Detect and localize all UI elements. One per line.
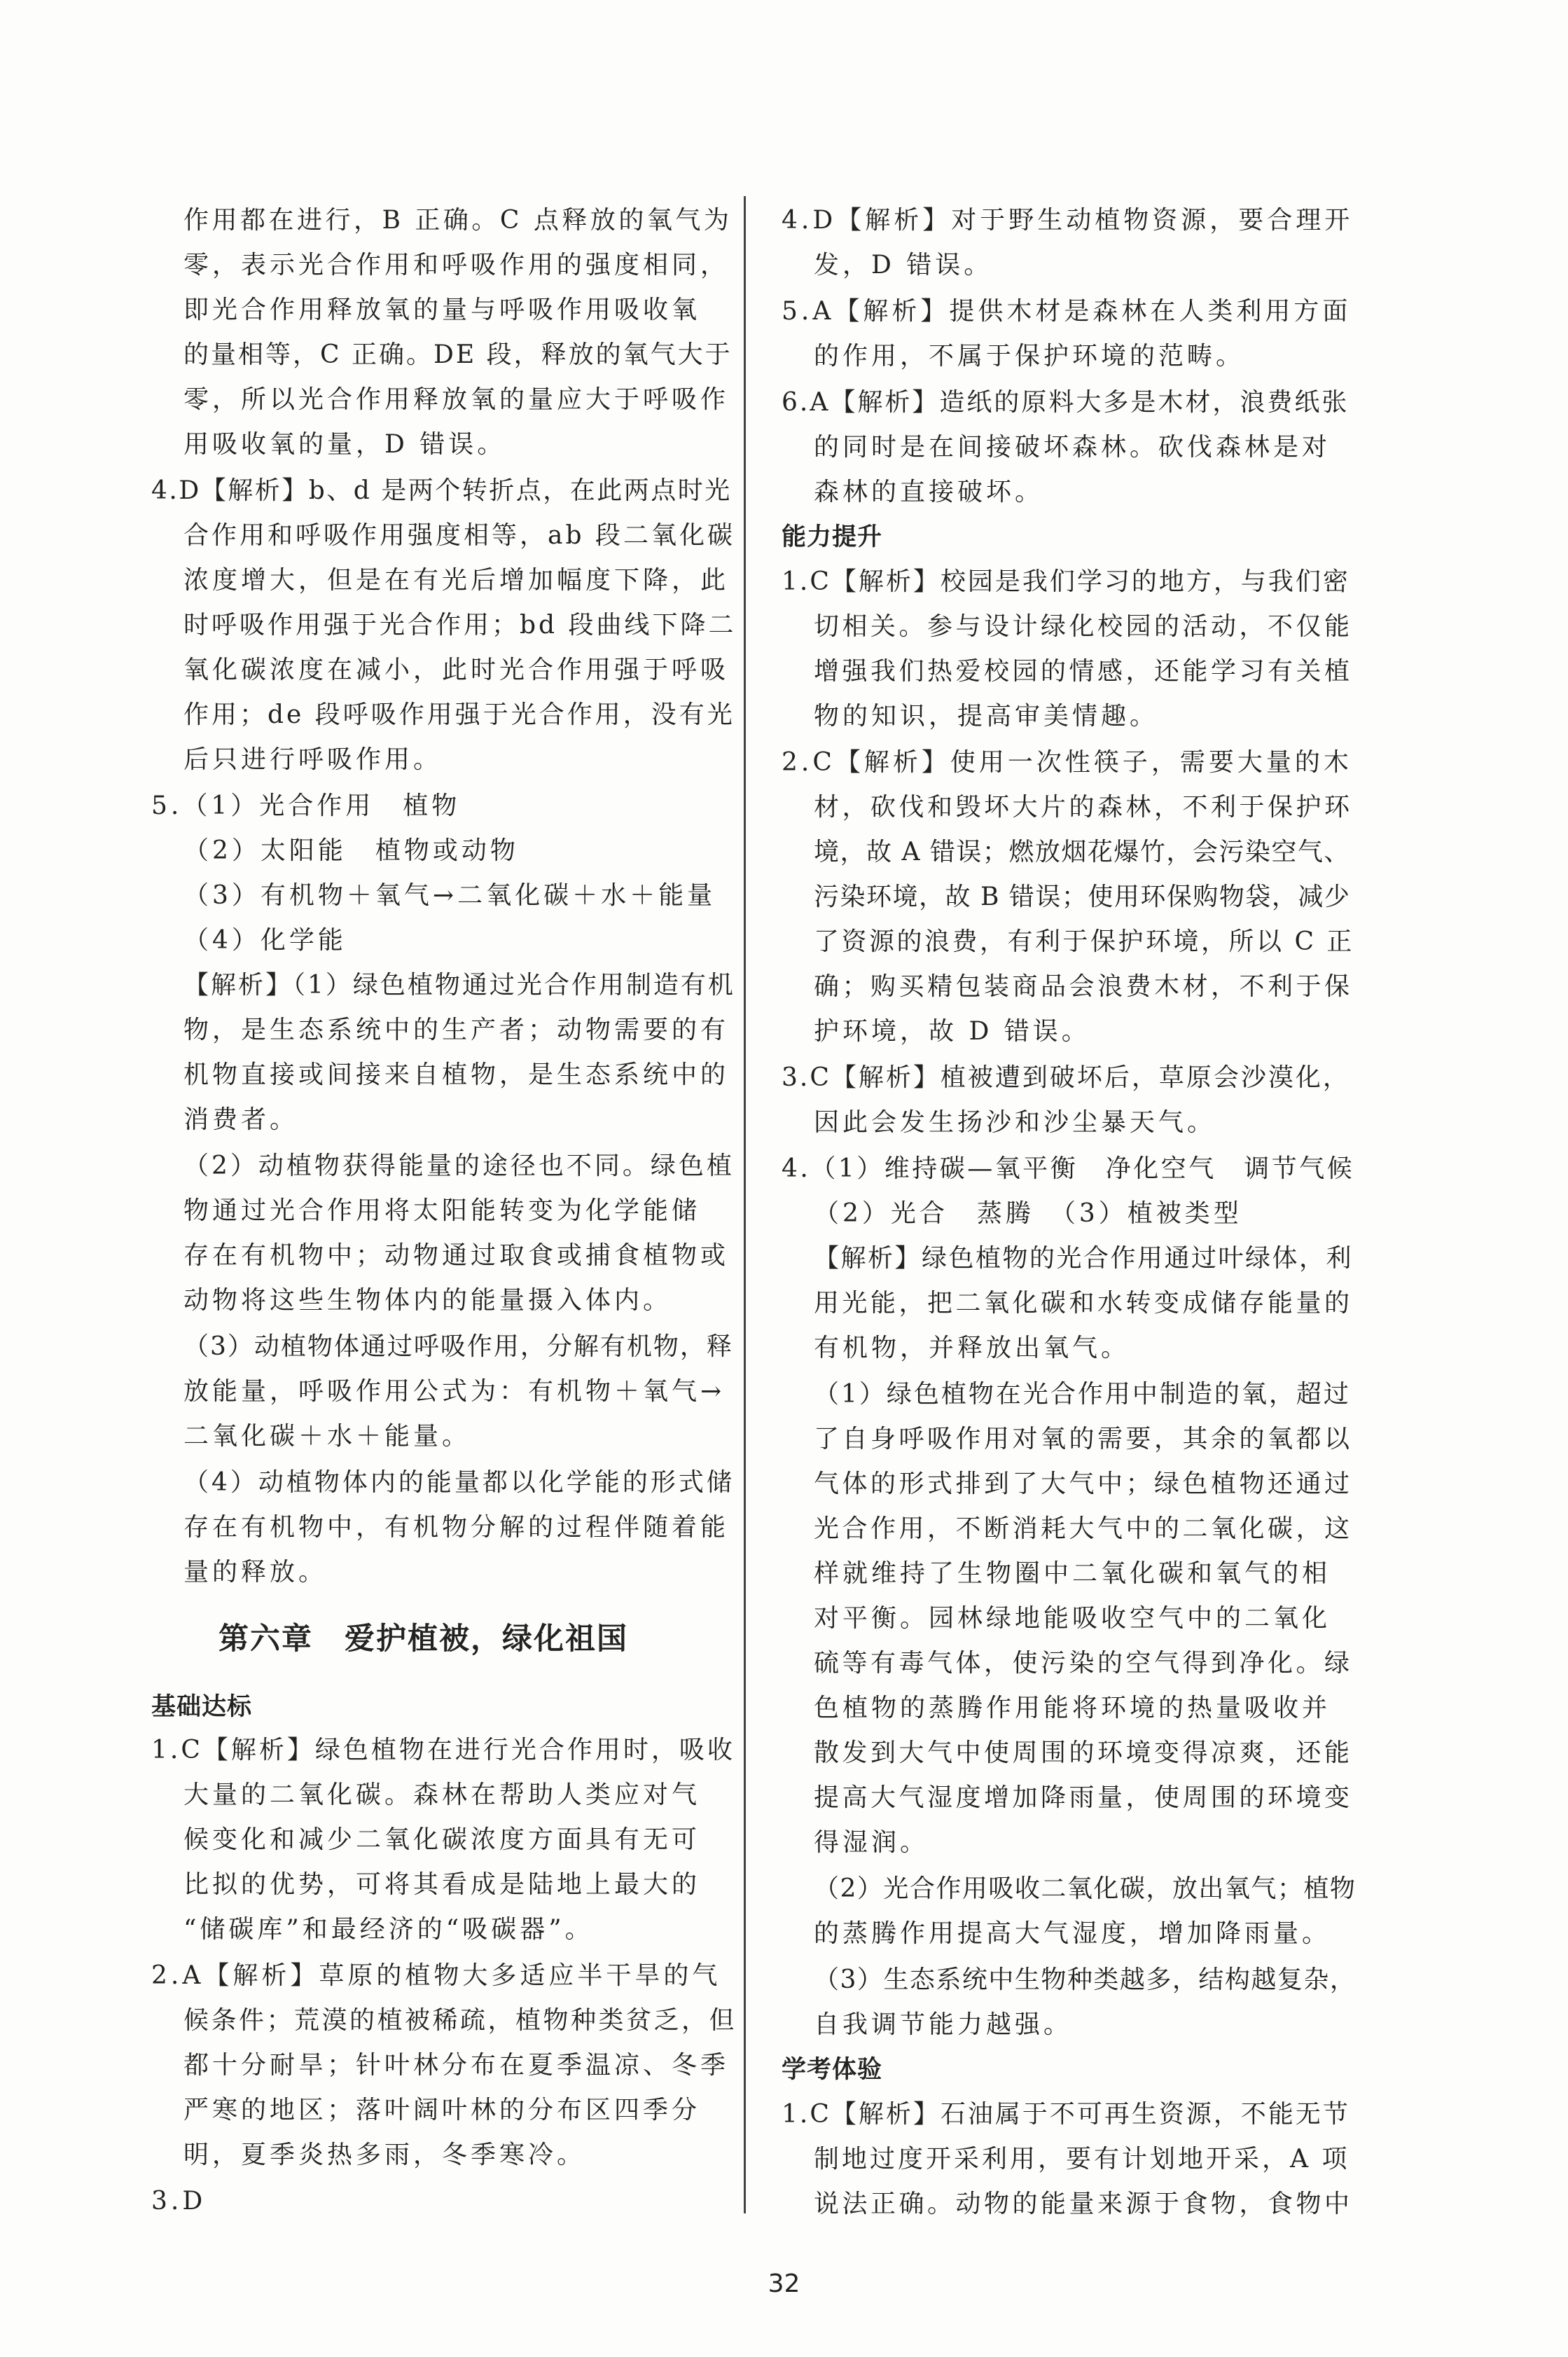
text-line: （4）化学能 <box>183 926 347 955</box>
text-line: 境，故 A 错误；燃放烟花爆竹，会污染空气、 <box>814 838 1350 866</box>
text-line: 有机物，并释放出氧气。 <box>814 1334 1130 1362</box>
text-line: 样就维持了生物圈中二氧化碳和氧气的相 <box>814 1559 1331 1588</box>
text-line: 增强我们热爱校园的情感，还能学习有关植 <box>814 657 1353 686</box>
text-line: 气体的形式排到了大气中；绿色植物还通过 <box>814 1470 1353 1498</box>
text-line: 2.C【解析】使用一次性筷子，需要大量的木 <box>782 748 1352 777</box>
text-line: 1.C【解析】石油属于不可再生资源，不能无节 <box>782 2100 1350 2129</box>
text-line: 的蒸腾作用提高大气湿度，增加降雨量。 <box>814 1919 1331 1948</box>
text-line: 散发到大气中使周围的环境变得凉爽，还能 <box>814 1739 1353 1767</box>
section-heading: 学考体验 <box>782 2056 883 2084</box>
text-line: 1.C【解析】校园是我们学习的地方，与我们密 <box>782 567 1350 596</box>
chapter-title: 第六章 爱护植被，绿化祖国 <box>218 1622 628 1657</box>
text-line: 5.（1）光合作用 植物 <box>151 792 461 820</box>
text-line: 物，是生态系统中的生产者；动物需要的有 <box>183 1016 730 1044</box>
page-number: 32 <box>768 2269 800 2298</box>
text-line: 说法正确。动物的能量来源于食物，食物中 <box>814 2190 1353 2218</box>
text-line: 提高大气湿度增加降雨量，使周围的环境变 <box>814 1783 1353 1812</box>
text-line: 的量相等，C 正确。DE 段，释放的氧气大于 <box>183 340 733 369</box>
text-line: 存在有机物中，有机物分解的过程伴随着能 <box>183 1513 730 1542</box>
text-line: 3.C【解析】植被遭到破坏后，草原会沙漠化， <box>782 1063 1350 1092</box>
text-line: 得湿润。 <box>814 1828 929 1857</box>
section-heading: 基础达标 <box>151 1693 253 1721</box>
text-line: 零，所以光合作用释放氧的量应大于呼吸作 <box>183 385 730 414</box>
text-line: 3.D <box>151 2187 207 2216</box>
text-line: 浓度增大，但是在有光后增加幅度下降，此 <box>183 566 730 595</box>
text-line: 时呼吸作用强于光合作用；bd 段曲线下降二 <box>183 611 737 640</box>
text-line: 【解析】（1）绿色植物通过光合作用制造有机 <box>183 971 735 1000</box>
text-line: 确；购买精包装商品会浪费木材，不利于保 <box>814 972 1353 1001</box>
text-line: 作用；de 段呼吸作用强于光合作用，没有光 <box>183 700 735 729</box>
text-line: （3）生态系统中生物种类越多，结构越复杂， <box>814 1965 1357 1994</box>
section-heading: 能力提升 <box>782 523 883 551</box>
text-line: 4.D【解析】b、d 是两个转折点，在此两点时光 <box>151 476 732 505</box>
text-line: 用吸收氧的量，D 错误。 <box>183 430 506 459</box>
text-line: 色植物的蒸腾作用能将环境的热量吸收并 <box>814 1694 1331 1722</box>
text-line: 大量的二氧化碳。森林在帮助人类应对气 <box>183 1781 701 1809</box>
text-line: 物的知识，提高审美情趣。 <box>814 702 1159 731</box>
text-line: 的作用，不属于保护环境的范畴。 <box>814 342 1245 371</box>
text-line: 放能量，呼吸作用公式为：有机物＋氧气→ <box>183 1377 726 1406</box>
text-line: 后只进行呼吸作用。 <box>183 745 443 774</box>
text-line: 污染环境，故 B 错误；使用环保购物袋，减少 <box>814 883 1351 911</box>
text-line: （3）动植物体通过呼吸作用，分解有机物，释 <box>183 1332 733 1361</box>
text-line: 光合作用，不断消耗大气中的二氧化碳，这 <box>814 1514 1353 1543</box>
text-line: 对平衡。园林绿地能吸收空气中的二氧化 <box>814 1604 1331 1633</box>
text-line: （4）动植物体内的能量都以化学能的形式储 <box>183 1468 735 1497</box>
text-line: （2）动植物获得能量的途径也不同。绿色植 <box>183 1152 735 1180</box>
text-line: 了自身呼吸作用对氧的需要，其余的氧都以 <box>814 1425 1353 1453</box>
text-line: 森林的直接破坏。 <box>814 478 1044 506</box>
text-line: 【解析】绿色植物的光合作用通过叶绿体，利 <box>814 1244 1354 1273</box>
text-line: 候变化和减少二氧化碳浓度方面具有无可 <box>183 1825 701 1854</box>
text-line: 即光合作用释放氧的量与呼吸作用吸收氧 <box>183 296 701 324</box>
text-line: 物通过光合作用将太阳能转变为化学能储 <box>183 1196 701 1225</box>
text-line: 明，夏季炎热多雨，冬季寒冷。 <box>183 2141 586 2169</box>
text-line: 6.A【解析】造纸的原料大多是木材，浪费纸张 <box>782 388 1350 417</box>
text-line: 用光能，把二氧化碳和水转变成储存能量的 <box>814 1289 1353 1318</box>
text-line: （2）太阳能 植物或动物 <box>183 836 519 865</box>
text-line: （1）绿色植物在光合作用中制造的氧，超过 <box>814 1380 1351 1409</box>
text-line: 制地过度开采利用，要有计划地开采，A 项 <box>814 2145 1350 2173</box>
text-line: 硫等有毒气体，使污染的空气得到净化。绿 <box>814 1649 1353 1678</box>
text-line: 2.A【解析】草原的植物大多适应半干旱的气 <box>151 1961 721 1990</box>
text-line: 护环境，故 D 错误。 <box>814 1017 1090 1046</box>
text-line: （3）有机物＋氧气→二氧化碳＋水＋能量 <box>183 881 716 910</box>
text-line: 比拟的优势，可将其看成是陆地上最大的 <box>183 1870 701 1899</box>
text-line: 机物直接或间接来自植物，是生态系统中的 <box>183 1060 730 1089</box>
text-line: 作用都在进行，B 正确。C 点释放的氧气为 <box>183 206 733 235</box>
text-line: “储碳库”和最经济的“吸碳器”。 <box>183 1915 594 1944</box>
text-line: 切相关。参与设计绿化校园的活动，不仅能 <box>814 612 1353 641</box>
column-divider <box>744 196 746 2213</box>
text-line: 存在有机物中；动物通过取食或捕食植物或 <box>183 1241 730 1270</box>
text-line: （2）光合 蒸腾 （3）植被类型 <box>814 1199 1242 1228</box>
text-line: 自我调节能力越强。 <box>814 2010 1073 2039</box>
text-line: 量的释放。 <box>183 1558 328 1587</box>
text-line: 4.（1）维持碳—氧平衡 净化空气 调节气候 <box>782 1154 1355 1183</box>
text-line: 二氧化碳＋水＋能量。 <box>183 1422 471 1451</box>
text-line: 合作用和呼吸作用强度相等，ab 段二氧化碳 <box>183 521 735 550</box>
text-line: 候条件；荒漠的植被稀疏，植物种类贫乏，但 <box>183 2006 737 2035</box>
text-line: 发，D 错误。 <box>814 251 993 279</box>
text-line: （2）光合作用吸收二氧化碳，放出氧气；植物 <box>814 1874 1357 1903</box>
text-line: 零，表示光合作用和呼吸作用的强度相同， <box>183 251 730 279</box>
text-line: 严寒的地区；落叶阔叶林的分布区四季分 <box>183 2096 701 2124</box>
text-line: 的同时是在间接破坏森林。砍伐森林是对 <box>814 433 1331 462</box>
text-line: 氧化碳浓度在减小，此时光合作用强于呼吸 <box>183 656 730 684</box>
text-line: 材，砍伐和毁坏大片的森林，不利于保护环 <box>814 793 1353 822</box>
text-line: 了资源的浪费，有利于保护环境，所以 C 正 <box>814 927 1354 956</box>
text-line: 动物将这些生物体内的能量摄入体内。 <box>183 1286 672 1315</box>
text-line: 4.D【解析】对于野生动植物资源，要合理开 <box>782 206 1354 235</box>
text-line: 5.A【解析】提供木材是森林在人类利用方面 <box>782 297 1352 326</box>
text-line: 消费者。 <box>183 1105 299 1134</box>
text-line: 1.C【解析】绿色植物在进行光合作用时，吸收 <box>151 1736 735 1764</box>
text-line: 因此会发生扬沙和沙尘暴天气。 <box>814 1108 1216 1137</box>
text-line: 都十分耐旱；针叶林分布在夏季温凉、冬季 <box>183 2051 730 2080</box>
